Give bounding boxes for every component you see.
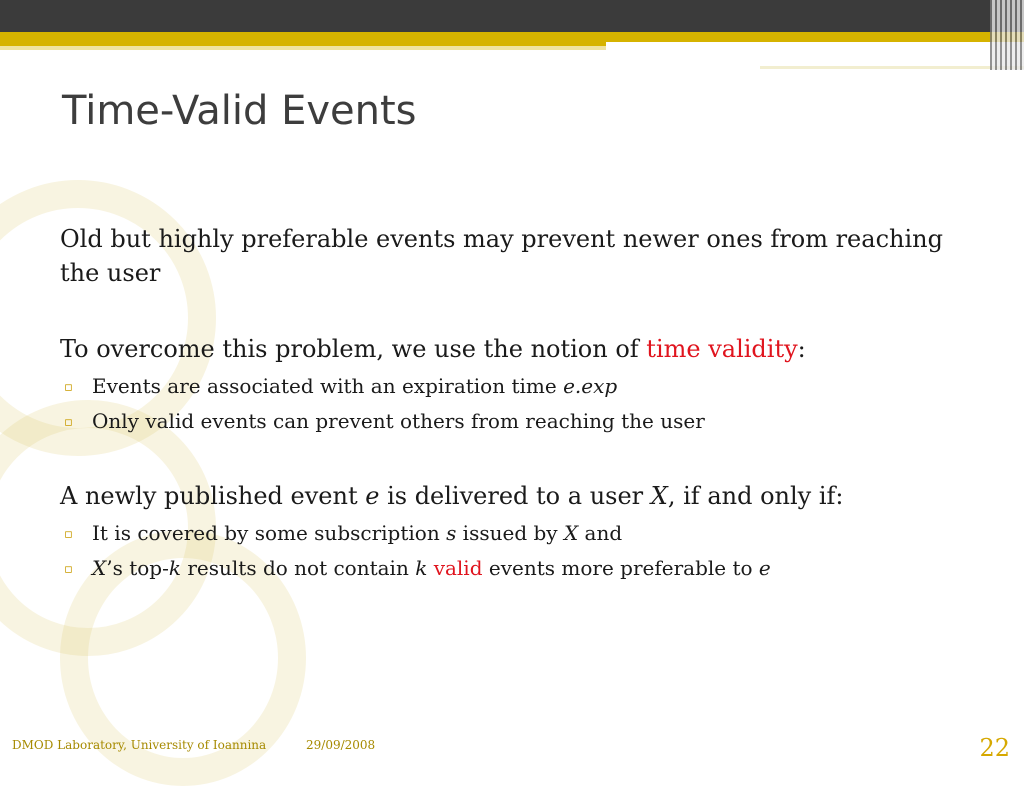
italic-term: X	[92, 556, 107, 580]
italic-term: X	[563, 521, 579, 545]
bullet-marker-icon: ▫	[64, 380, 73, 395]
text-segment: results do not contain	[181, 556, 416, 580]
bullet-item	[60, 551, 980, 586]
text-segment: and	[578, 521, 623, 545]
top-right-fade-line	[760, 66, 1024, 69]
italic-term: k	[168, 556, 181, 580]
paragraph-intro: Old but highly preferable events may prevent newer ones from reaching the user	[60, 225, 943, 287]
bullet-marker-icon: ▫	[64, 415, 73, 430]
bullet-item	[60, 516, 980, 551]
top-dark-bar	[0, 0, 1024, 32]
paragraph-time-validity	[60, 332, 980, 366]
italic-term: s	[446, 521, 457, 545]
paragraph-delivery	[60, 479, 980, 513]
text-segment: is delivered to a user	[379, 482, 651, 510]
bullet-list-validity	[60, 369, 980, 439]
text-segment: To overcome this problem, we use the notion of	[60, 335, 647, 363]
slide-body	[60, 222, 980, 586]
text-segment: Only valid events can prevent others from reaching the user	[92, 409, 705, 433]
text-segment: issued by	[456, 521, 564, 545]
bullet-item	[60, 404, 980, 439]
bullet-marker-icon: ▫	[64, 562, 73, 577]
text-segment: It is covered by some subscription	[92, 521, 447, 545]
text-segment: A newly published event	[60, 482, 366, 510]
bullet-marker-icon: ▫	[64, 527, 73, 542]
italic-term: e.exp	[563, 374, 618, 398]
slide-title: Time-Valid Events	[62, 88, 417, 134]
text-segment: Events are associated with an expiration time	[92, 374, 564, 398]
italic-term: k	[415, 556, 428, 580]
highlight-time-validity: time validity	[646, 335, 798, 363]
text-segment: ’s top-	[106, 556, 169, 580]
highlight-valid: valid	[433, 556, 483, 580]
bullet-item	[60, 369, 980, 404]
text-segment: , if and only if:	[667, 482, 844, 510]
text-segment: events more preferable to	[482, 556, 759, 580]
footer-date: 29/09/2008	[306, 738, 376, 752]
footer-lab-name: DMOD Laboratory, University of Ioannina	[12, 738, 267, 752]
corner-stripes-decoration	[990, 0, 1024, 70]
italic-term: X	[650, 482, 668, 510]
italic-term: e	[365, 482, 380, 510]
italic-term: e	[758, 556, 771, 580]
text-segment: :	[797, 335, 806, 363]
slide-page-number: 22	[979, 734, 1010, 762]
bullet-list-delivery	[60, 516, 980, 586]
